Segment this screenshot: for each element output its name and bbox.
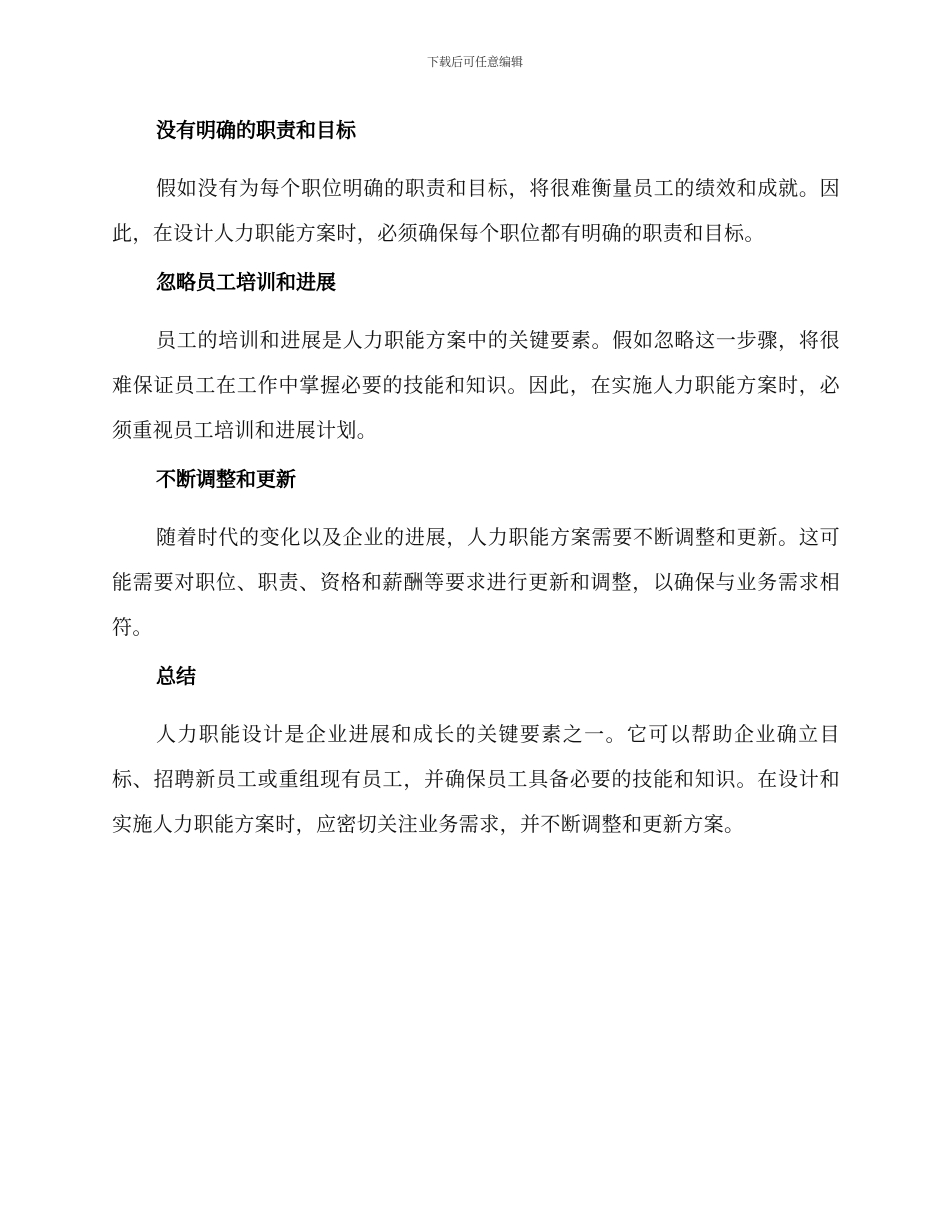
section-heading: 总结 — [156, 664, 196, 688]
section-summary — [112, 654, 840, 847]
section-paragraph: 假如没有为每个职位明确的职责和目标，将很难衡量员工的绩效和成就。因此，在设计人力职能方案时，必须确保每个职位都有明确的职责和目标。 — [112, 176, 840, 245]
section-responsibilities — [112, 108, 840, 256]
section-heading: 忽略员工培训和进展 — [156, 270, 336, 294]
section-paragraph: 随着时代的变化以及企业的进展，人力职能方案需要不断调整和更新。这可能需要对职位、职责、资格和薪酬等要求进行更新和调整，以确保与业务需求相符。 — [112, 525, 840, 639]
section-paragraph: 人力职能设计是企业进展和成长的关键要素之一。它可以帮助企业确立目标、招聘新员工或重组现有员工，并确保员工具备必要的技能和知识。在设计和实施人力职能方案时，应密切关注业务需求，并不断调整和更新方案。 — [112, 722, 840, 836]
document-body — [112, 108, 840, 851]
page-header-note: 下载后可任意编辑 — [426, 55, 523, 69]
section-paragraph: 员工的培训和进展是人力职能方案中的关键要素。假如忽略这一步骤，将很难保证员工在工作中掌握必要的技能和知识。因此，在实施人力职能方案时，必须重视员工培训和进展计划。 — [112, 328, 840, 442]
section-heading: 不断调整和更新 — [156, 467, 296, 491]
section-update — [112, 457, 840, 650]
section-heading: 没有明确的职责和目标 — [156, 118, 356, 142]
section-training — [112, 260, 840, 453]
